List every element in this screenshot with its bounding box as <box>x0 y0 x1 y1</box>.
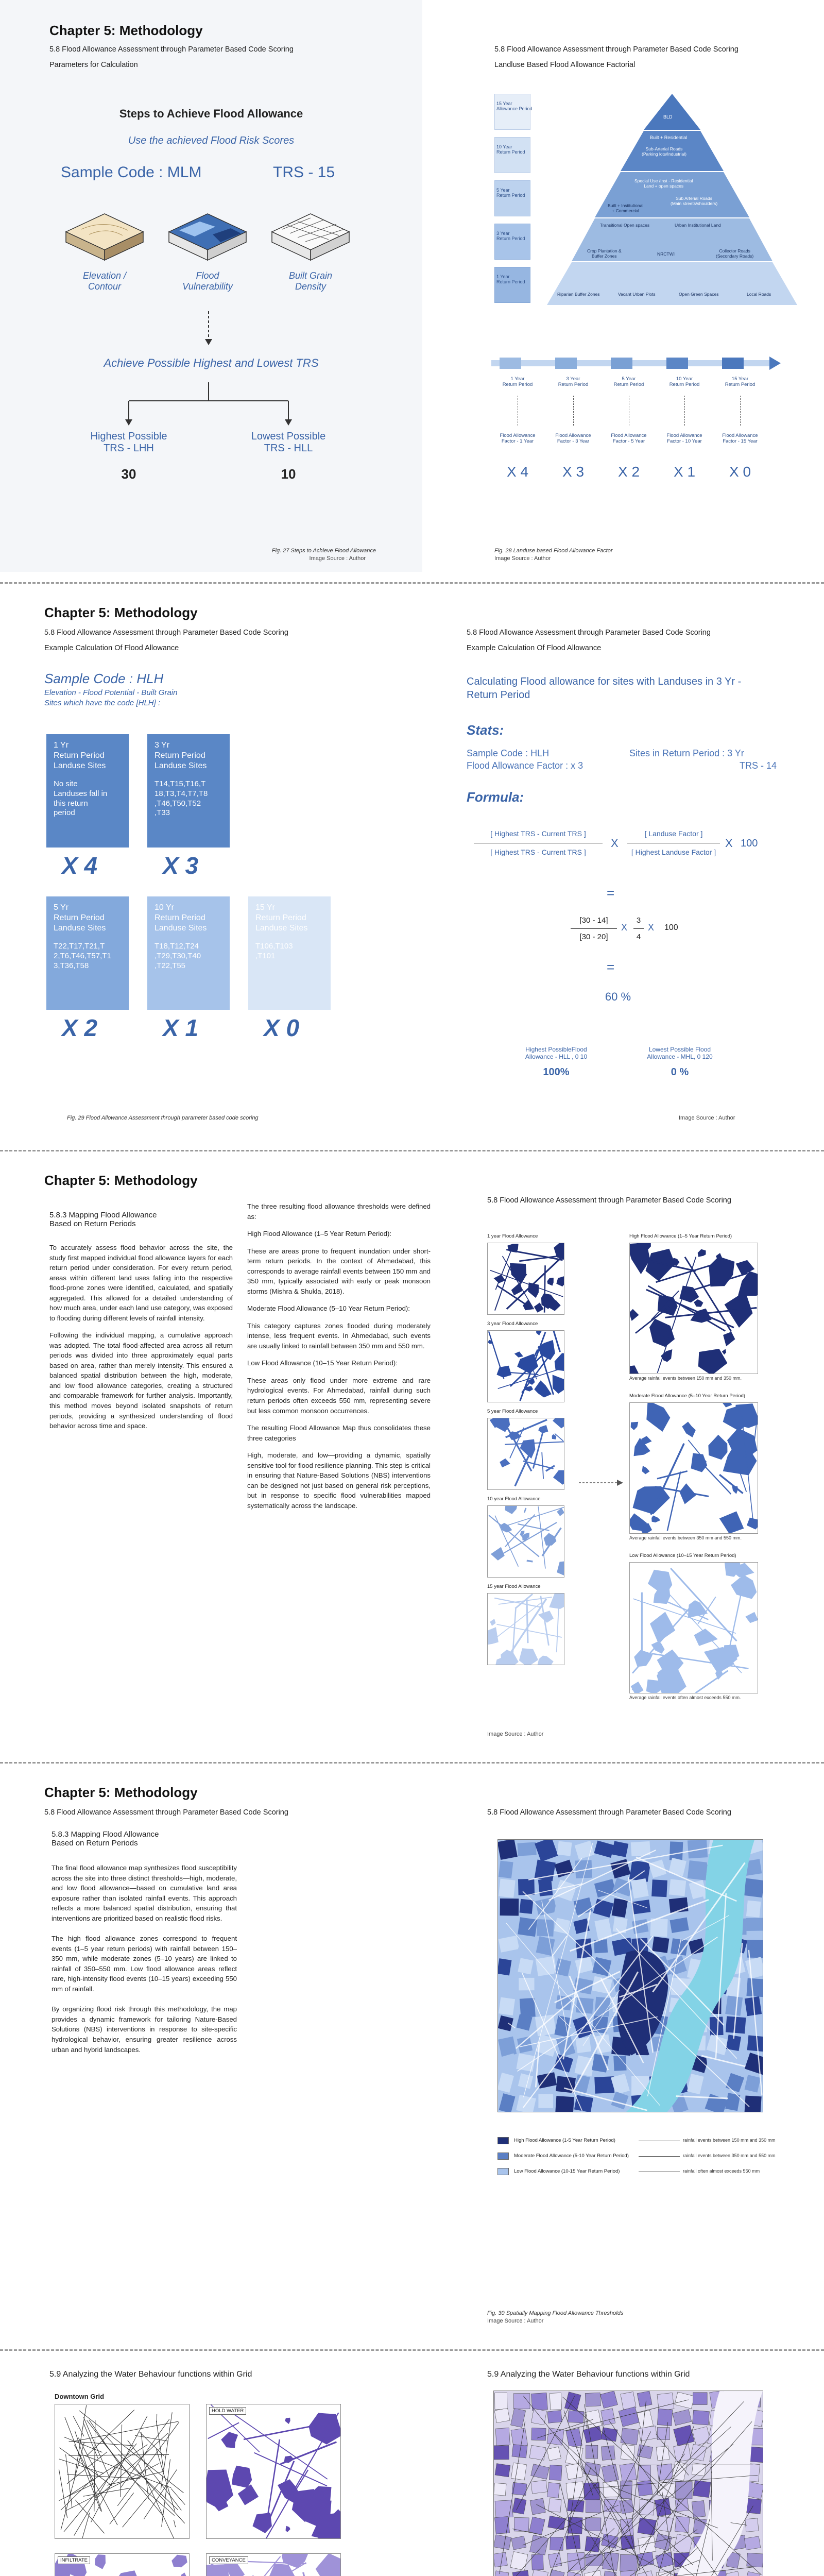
bar-15yr: 15 Year Allowance Period <box>496 101 533 111</box>
section-title: 5.8 Flood Allowance Assessment through Parameter Based Code Scoring <box>49 45 294 54</box>
stat-4: TRS - 14 <box>740 760 777 771</box>
legend-note: rainfall often almost exceeds 550 mm <box>683 2168 760 2174</box>
para: These areas only flood under more extreme and rare hydrological events. For Ahmedabad, rainfall during such return periods often exceeds 550 mm, representing severe but less common monsoon occurrences. <box>247 1376 431 1415</box>
small-flood-map <box>487 1330 564 1402</box>
pyr-label-3: Special Use /Inst - Residential Land + open spaces <box>634 178 693 189</box>
period-label: 10 Year Return Period <box>669 376 700 387</box>
divider <box>0 1762 824 1764</box>
para: Following the individual mapping, a cumulative approach was adopted. The total flood-affected area across all return periods was divided into three approximately equal parts based on area, rather than merely intensity. This ensured a balanced spatial distribution between the high, moderate, and low flood allowance categories, creating a structured and comparable framework for further analysis. Importantly, this method moves beyond isolated snapshots of return periods, providing a synthesized understanding of flood behavior across time and space. <box>49 1331 233 1430</box>
formula-num1: [ Highest TRS - Current TRS ] <box>490 829 586 838</box>
factor-label: Flood Allowance Factor - 15 Year <box>722 433 758 444</box>
divider <box>0 1150 824 1151</box>
stat-1: Sample Code : HLH <box>467 748 550 758</box>
bar-1yr: 1 Year Return Period <box>496 274 525 284</box>
text-column-1 <box>49 1243 233 1438</box>
tile-body: T14,T15,T16,T 18,T3,T4,T7,T8 ,T46,T50,T52 ,T33 <box>154 779 208 818</box>
multiplier: X 1 <box>673 464 696 480</box>
num-bar1 <box>571 928 617 929</box>
right-section-title: 5.8 Flood Allowance Assessment through Parameter Based Code Scoring <box>487 1808 731 1817</box>
para: High, moderate, and low—providing a dynamic, spatially sensitive tool for flood resilience planning. This step is critical in ensuring that Nature-Based Solutions (NBS) interventions can be designed not just based on general risk perceptions, but in response to specific flood vulnerabilities mapped systematically across the landscape. <box>247 1451 431 1510</box>
grid-title: Downtown Grid <box>55 2393 105 2400</box>
pyr-label-0: BLD <box>663 114 673 120</box>
pyr-label-11: Riparian Buffer Zones <box>557 292 600 297</box>
fig-27-caption: Fig. 27 Steps to Achieve Flood Allowance <box>271 548 376 554</box>
small-map-title: 1 year Flood Allowance <box>487 1233 538 1239</box>
legend-label: Low Flood Allowance (10-15 Year Return Period) <box>514 2168 620 2174</box>
pyr-label-10: Collector Roads (Secondary Roads) <box>716 248 754 259</box>
tile-body: No site Landuses fall in this return period <box>54 779 108 818</box>
big-flood-map <box>629 1562 758 1693</box>
pyr-label-5: Built + Institutional + Commercial <box>608 203 644 213</box>
text-column <box>52 1863 237 2062</box>
para: By organizing flood risk through this methodology, the map provides a dynamic framework for tailoring Nature-Based Solutions (NBS) interventions in response to site-specific hydrological behavior, ensuring greater resilience across urban and hybrid landscapes. <box>52 2005 237 2054</box>
param-elevation: Elevation / Contour <box>82 270 127 292</box>
fig-28-caption: Fig. 28 Landuse based Flood Allowance Factor <box>494 548 613 554</box>
flood-vulnerability-block-icon <box>164 204 251 265</box>
formula-x2: X <box>725 837 733 850</box>
lowest-possible-label: Lowest Possible Flood Allowance - MHL, 0 120 <box>647 1046 713 1060</box>
legend-note: rainfall events between 150 mm and 350 mm <box>683 2138 776 2143</box>
pyr-label-14: Local Roads <box>747 292 771 297</box>
source: Image Source : Author <box>487 1731 544 1737</box>
stat-3: Sites in Return Period : 3 Yr <box>629 748 744 758</box>
small-map-title: 10 year Flood Allowance <box>487 1496 541 1502</box>
period-label: 3 Year Return Period <box>558 376 589 387</box>
steps-title: Steps to Achieve Flood Allowance <box>119 107 303 120</box>
small-map-title: 5 year Flood Allowance <box>487 1409 538 1414</box>
big-map-note: Average rainfall events often almost exceeds 550 mm. <box>629 1695 741 1700</box>
factor-label: Flood Allowance Factor - 3 Year <box>555 433 591 444</box>
multiplier: X 0 <box>729 464 751 480</box>
lowest-possible-value: 0 % <box>671 1066 689 1078</box>
pyr-label-1: Built + Residential <box>650 135 688 140</box>
formula-den2: [ Highest Landuse Factor ] <box>631 848 716 856</box>
right-subsection-title: Landluse Based Flood Allowance Factorial <box>494 61 636 69</box>
right-section-title: 5.9 Analyzing the Water Behaviour functions within Grid <box>487 2370 690 2379</box>
equals-1: = <box>607 885 615 901</box>
para: These are areas prone to frequent inundation under short-term return periods. In the context of Ahmedabad, this corresponds to average rainfall events between 150 mm and 350 mm, typically associated with early or peak monsoon storms (Mishra & Shukla, 2018). <box>247 1247 431 1295</box>
trs-value: TRS - 15 <box>273 164 335 181</box>
big-flood-map <box>629 1402 758 1534</box>
fig-30-source: Image Source : Author <box>487 2318 544 2324</box>
right-section-title: 5.8 Flood Allowance Assessment through Parameter Based Code Scoring <box>487 1196 731 1205</box>
right-section-title: 5.8 Flood Allowance Assessment through Parameter Based Code Scoring <box>494 45 739 54</box>
lowest-trs-label: Lowest Possible TRS - HLL <box>251 431 326 454</box>
achieve-title: Achieve Possible Highest and Lowest TRS <box>104 357 319 369</box>
dashed-connector <box>573 396 574 426</box>
sample-code-title: Sample Code : HLH <box>44 671 164 686</box>
bar-10yr: 10 Year Return Period <box>496 144 525 155</box>
return-period-tile <box>147 896 230 1042</box>
stats-label: Stats: <box>467 722 504 738</box>
downtown-grid-map <box>55 2404 190 2539</box>
tile-multiplier: X 3 <box>163 852 199 879</box>
num-x1: X <box>621 922 628 933</box>
behaviour-map-label: INFILTRATE <box>58 2556 90 2564</box>
page-4 <box>0 1772 824 2339</box>
divider <box>0 2349 824 2351</box>
big-flood-map <box>629 1243 758 1374</box>
tile-body: T22,T17,T21,T 2,T6,T46,T57,T1 3,T36,T58 <box>54 942 111 970</box>
down-arrow-icon <box>203 309 214 346</box>
subsection-title: 5.8.3 Mapping Flood Allowance Based on Return Periods <box>52 1830 159 1848</box>
equals-2: = <box>607 959 615 975</box>
chapter-title: Chapter 5: Methodology <box>49 23 203 38</box>
pyr-label-7: Transitional Open spaces <box>600 223 650 228</box>
para: This category captures zones flooded during moderately intense, less frequent events. In Ahmedabad, such events are usually linked to rainfall between 350 mm and 550 mm. <box>247 1321 431 1350</box>
hydrological-behaviour-map <box>493 2391 763 2576</box>
factor-label: Flood Allowance Factor - 5 Year <box>611 433 647 444</box>
num-x2: X <box>648 922 655 933</box>
multiplier: X 3 <box>562 464 585 480</box>
para: To accurately assess flood behavior across the site, the study first mapped individual flood allowance layers for each return period under consideration. For every return period, areas within different land uses falling into the respective flood-prone zones were identified, calculated, and spatially aggregated. This allowed for a detailed understanding of how much area, under each land use category, was exposed to flooding during different levels of rainfall intensity. <box>49 1244 233 1322</box>
pyr-label-9: NRCTWI <box>657 251 675 257</box>
formula-label: Formula: <box>467 789 524 805</box>
result-pct: 60 % <box>605 990 631 1003</box>
pyr-label-13: Open Green Spaces <box>679 292 719 297</box>
tile-multiplier: X 4 <box>62 852 98 879</box>
page-2 <box>0 592 824 1139</box>
return-period-tile <box>147 734 230 879</box>
dashed-connector <box>684 396 685 426</box>
flood-allowance-map <box>497 1839 763 2112</box>
pyr-label-6: Urban Institutional Land <box>675 223 721 228</box>
sample-sub2: Sites which have the code [HLH] : <box>44 699 161 707</box>
para: The resulting Flood Allowance Map thus consolidates these three categories <box>247 1424 431 1442</box>
tile-title: 15 Yr Return Period Landuse Sites <box>255 903 308 933</box>
formula-num2: [ Landuse Factor ] <box>644 829 703 838</box>
return-period-tile <box>248 896 331 1042</box>
section-title: 5.8 Flood Allowance Assessment through Parameter Based Code Scoring <box>44 629 288 637</box>
calc-title: Calculating Flood allowance for sites with Landuses in 3 Yr - Return Period <box>467 676 742 701</box>
pyr-label-12: Vacant Urban Plots <box>618 292 656 297</box>
num-100: 100 <box>664 923 678 932</box>
behaviour-map <box>206 2404 341 2539</box>
para: High Flood Allowance (1–5 Year Return Period): <box>247 1230 392 1238</box>
return-period-tile <box>46 896 129 1042</box>
chapter-title: Chapter 5: Methodology <box>44 1173 198 1188</box>
tile-multiplier: X 0 <box>264 1014 300 1042</box>
small-flood-map <box>487 1505 564 1578</box>
section-title: 5.9 Analyzing the Water Behaviour functions within Grid <box>49 2370 252 2379</box>
page-5 <box>0 2360 824 2576</box>
tile-title: 10 Yr Return Period Landuse Sites <box>154 903 207 933</box>
period-label: 1 Year Return Period <box>502 376 533 387</box>
fig-29-caption: Fig. 29 Flood Allowance Assessment through parameter based code scoring <box>67 1115 259 1121</box>
small-map-title: 3 year Flood Allowance <box>487 1321 538 1327</box>
elevation-block-icon <box>61 204 148 265</box>
page-1 <box>0 0 824 572</box>
pyr-label-2: Sub-Arterial Roads (Parking lots/Industrial) <box>642 146 686 157</box>
formula-100: 100 <box>741 838 758 849</box>
formula-den1: [ Highest TRS - Current TRS ] <box>490 848 586 856</box>
bar-5yr: 5 Year Return Period <box>496 188 525 198</box>
branch-arrows-icon <box>118 381 299 428</box>
den-1: [30 - 20] <box>579 933 608 941</box>
chapter-title: Chapter 5: Methodology <box>44 605 198 620</box>
text-column-2 <box>247 1201 431 1518</box>
pyr-label-4: Sub Arterial Roads (Main streets/shoulders) <box>671 196 718 206</box>
legend-label: High Flood Allowance (1-5 Year Return Period) <box>514 2138 615 2143</box>
param-built: Built Grain Density <box>288 270 333 292</box>
highest-possible-value: 100% <box>543 1066 570 1078</box>
small-flood-map <box>487 1243 564 1315</box>
big-map-title: High Flood Allowance (1–5 Year Return Period) <box>629 1233 732 1239</box>
period-arrow <box>489 355 783 371</box>
subsection-title: Example Calculation Of Flood Allowance <box>44 644 179 652</box>
period-label: 5 Year Return Period <box>613 376 644 387</box>
sample-code: Sample Code : MLM <box>61 164 202 181</box>
small-flood-map <box>487 1418 564 1490</box>
lowest-trs-value: 10 <box>281 466 296 482</box>
num-bar2 <box>633 928 644 929</box>
dashed-connector <box>740 396 741 426</box>
sample-sub: Elevation - Flood Potential - Built Grain <box>44 688 178 697</box>
section-title: 5.8 Flood Allowance Assessment through Parameter Based Code Scoring <box>44 1808 288 1817</box>
return-period-tile <box>46 734 129 879</box>
right-subsection-title: Example Calculation Of Flood Allowance <box>467 644 602 652</box>
para: The three resulting flood allowance thresholds were defined as: <box>247 1202 431 1221</box>
pyr-label-8: Crop Plantation & Buffer Zones <box>587 248 622 259</box>
highest-trs-value: 30 <box>121 466 136 482</box>
legend-swatch <box>497 2153 509 2160</box>
para: The final flood allowance map synthesizes flood susceptibility across the site into three distinct thresholds—high, moderate, and low flood allowance—based on cumulative land area exposure rather than isolated rainfall events. This approach reflects a more balanced spatial distribution, ensuring that interventions are prioritized based on realistic flood risks. <box>52 1864 237 1922</box>
period-label: 15 Year Return Period <box>725 376 756 387</box>
divider <box>0 582 824 584</box>
small-map-title: 15 year Flood Allowance <box>487 1584 541 1589</box>
legend-swatch <box>497 2137 509 2144</box>
para: The high flood allowance zones correspond to frequent events (1–5 year return periods) with rainfall between 150–350 mm, while moderate zones (5–10 years) are linked to rainfall of 350–550 mm. Low flood allowance areas reflect rare, high-intensity flood events (10–15 years) exceeding 550 mm of rainfall. <box>52 1935 237 1993</box>
legend-swatch <box>497 2168 509 2175</box>
num-2: 3 <box>636 916 641 925</box>
factor-label: Flood Allowance Factor - 10 Year <box>666 433 702 444</box>
multiplier: X 4 <box>506 464 529 480</box>
big-map-title: Low Flood Allowance (10–15 Year Return Period) <box>629 1553 736 1558</box>
dashed-arrow-icon <box>578 1478 624 1488</box>
legend-note: rainfall events between 350 mm and 550 mm <box>683 2153 776 2158</box>
fig-30-caption: Fig. 30 Spatially Mapping Flood Allowance Thresholds <box>487 2310 624 2316</box>
subsection-title: Parameters for Calculation <box>49 61 138 69</box>
tile-body: T18,T12,T24 ,T29,T30,T40 ,T22,T55 <box>154 942 201 970</box>
big-map-note: Average rainfall events between 350 mm and 550 mm. <box>629 1535 742 1540</box>
formula-x1: X <box>611 837 619 850</box>
legend-line <box>639 2156 680 2157</box>
small-flood-map <box>487 1593 564 1665</box>
right-source: Image Source : Author <box>679 1115 735 1121</box>
bar-3yr: 3 Year Return Period <box>496 231 525 241</box>
built-grain-block-icon <box>267 204 354 265</box>
tile-title: 3 Yr Return Period Landuse Sites <box>154 741 207 770</box>
steps-subtitle: Use the achieved Flood Risk Scores <box>128 135 295 146</box>
factor-label: Flood Allowance Factor - 1 Year <box>500 433 536 444</box>
stat-2: Flood Allowance Factor : x 3 <box>467 760 583 771</box>
fig-28-source: Image Source : Author <box>494 555 551 562</box>
para: Moderate Flood Allowance (5–10 Year Return Period): <box>247 1304 410 1313</box>
fig-27-source: Image Source : Author <box>309 555 366 562</box>
tile-multiplier: X 1 <box>163 1014 199 1042</box>
chapter-title: Chapter 5: Methodology <box>44 1785 198 1800</box>
page-3 <box>0 1160 824 1748</box>
param-flood: Flood Vulnerability <box>182 270 233 292</box>
highest-trs-label: Highest Possible TRS - LHH <box>90 431 167 454</box>
highest-possible-label: Highest PossibleFlood Allowance - HLL , 0 10 <box>525 1046 588 1060</box>
tile-multiplier: X 2 <box>62 1014 98 1042</box>
big-map-note: Average rainfall events between 150 mm and 350 mm. <box>629 1376 742 1381</box>
behaviour-map-label: HOLD WATER <box>209 2407 246 2415</box>
num-1: [30 - 14] <box>579 916 608 925</box>
tile-body: T106,T103 ,T101 <box>255 942 293 960</box>
big-map-title: Moderate Flood Allowance (5–10 Year Return Period) <box>629 1393 745 1399</box>
den-2: 4 <box>636 933 641 941</box>
legend-label: Moderate Flood Allowance (5-10 Year Return Period) <box>514 2153 629 2159</box>
right-section-title: 5.8 Flood Allowance Assessment through Parameter Based Code Scoring <box>467 629 711 637</box>
multiplier: X 2 <box>617 464 640 480</box>
left-bars <box>494 94 546 305</box>
behaviour-map-label: CONVEYANCE <box>209 2556 248 2564</box>
subsection-title: 5.8.3 Mapping Flood Allowance Based on Return Periods <box>49 1211 157 1228</box>
para: Low Flood Allowance (10–15 Year Return Period): <box>247 1359 398 1367</box>
tile-title: 5 Yr Return Period Landuse Sites <box>54 903 106 933</box>
tile-title: 1 Yr Return Period Landuse Sites <box>54 741 106 770</box>
